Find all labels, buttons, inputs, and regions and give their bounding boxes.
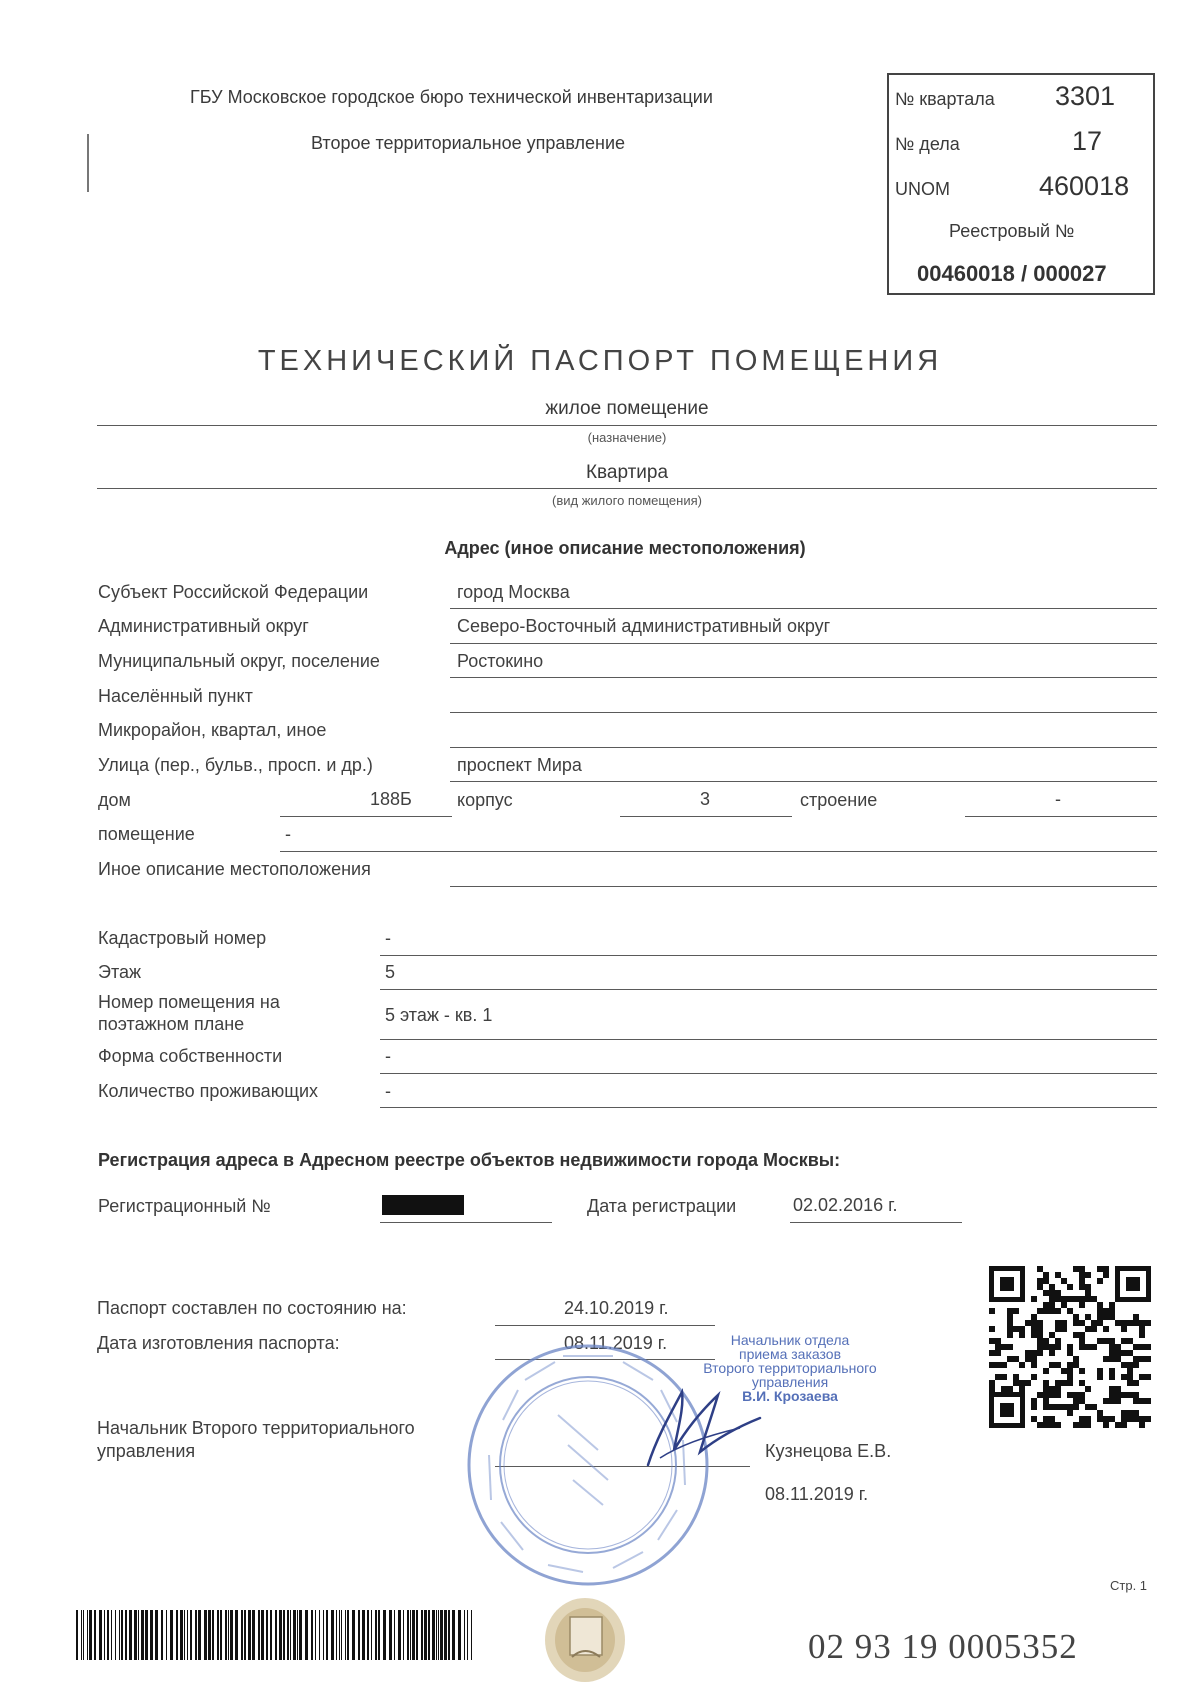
district-label: Административный округ (98, 616, 309, 636)
barcode-bars (76, 1610, 472, 1660)
stamp-note-line5: В.И. Крозаева (742, 1388, 838, 1404)
registration-heading: Регистрация адреса в Адресном реестре объектов недвижимости города Москвы: (98, 1150, 841, 1170)
passport-state-label: Паспорт составлен по состоянию на: (97, 1298, 407, 1318)
other-location-line (450, 886, 1157, 887)
building-label: корпус (457, 790, 513, 810)
passport-state-line (495, 1325, 715, 1326)
chief-date: 08.11.2019 г. (765, 1484, 869, 1504)
kind-line (97, 488, 1157, 489)
document-title: ТЕХНИЧЕСКИЙ ПАСПОРТ ПОМЕЩЕНИЯ (257, 345, 943, 377)
registration-number-line (380, 1222, 552, 1223)
stamp-note-line3: Второго территориального (703, 1360, 877, 1376)
ownership-label: Форма собственности (98, 1046, 283, 1066)
residents-value: - (385, 1081, 391, 1101)
residents-label: Количество проживающих (98, 1081, 319, 1101)
registry-number-value: 00460018 / 000027 (917, 261, 1107, 286)
locality-line (450, 712, 1157, 713)
barcode (76, 1610, 476, 1660)
structure-value: - (1055, 789, 1061, 809)
street-value: проспект Мира (457, 755, 582, 775)
stamp-note-line2: приема заказов (738, 1346, 842, 1362)
locality-label: Населённый пункт (98, 686, 253, 706)
structure-label: строение (800, 790, 878, 810)
address-heading: Адрес (иное описание местоположения) (444, 538, 806, 558)
registry-number-label: Реестровый № (949, 221, 1075, 241)
room-number-value: 5 этаж - кв. 1 (385, 1005, 493, 1025)
stamp-note-line4: управления (751, 1374, 829, 1390)
unom-label: UNOM (895, 179, 950, 199)
premises-label: помещение (98, 824, 195, 844)
cadastral-value: - (385, 928, 391, 948)
premises-line (280, 851, 1157, 852)
ownership-value: - (385, 1046, 391, 1066)
registration-date-line (790, 1222, 962, 1223)
district-line (450, 643, 1157, 644)
chief-label-line2: управления (97, 1441, 196, 1461)
kind-value: Квартира (585, 462, 669, 483)
floor-line (380, 989, 1157, 990)
chief-name: Кузнецова Е.В. (765, 1441, 892, 1461)
microdistrict-line (450, 747, 1157, 748)
kind-caption: (вид жилого помещения) (552, 493, 702, 508)
street-line (450, 781, 1157, 782)
room-number-label-line2: поэтажном плане (98, 1014, 245, 1034)
structure-line (965, 816, 1157, 817)
subject-label: Субъект Российской Федерации (98, 582, 369, 602)
house-line (280, 816, 452, 817)
signature (620, 1370, 780, 1480)
floor-value: 5 (385, 962, 396, 982)
district-value: Северо-Восточный административный округ (457, 616, 831, 636)
municipal-line (450, 677, 1157, 678)
room-number-label-line1: Номер помещения на (98, 992, 280, 1012)
house-label: дом (98, 790, 131, 810)
residents-line (380, 1107, 1157, 1108)
microdistrict-label: Микрорайон, квартал, иное (98, 720, 327, 740)
registry-box (887, 73, 1155, 295)
subject-line (450, 608, 1157, 609)
page-number: Стр. 1 (1110, 1578, 1148, 1593)
municipal-value: Ростокино (457, 651, 544, 671)
cadastral-line (380, 955, 1157, 956)
passport-made-label: Дата изготовления паспорта: (97, 1333, 340, 1353)
street-label: Улица (пер., бульв., просп. и др.) (98, 755, 373, 775)
house-value: 188Б (370, 789, 412, 809)
purpose-line (97, 425, 1157, 426)
purpose-value: жилое помещение (545, 398, 709, 419)
municipal-label: Муниципальный округ, поселение (98, 651, 380, 671)
registration-number-label: Регистрационный № (98, 1196, 271, 1216)
premises-value: - (285, 824, 291, 844)
qr-code (985, 1262, 1155, 1432)
building-line (620, 816, 792, 817)
margin-mark (87, 134, 89, 192)
hologram-sticker (540, 1595, 630, 1685)
redacted-registration-number (382, 1195, 464, 1215)
organization-name: ГБУ Московское городское бюро технической инвентаризации (190, 87, 713, 107)
stamp-note-line1: Начальник отдела (730, 1332, 850, 1348)
block-number-label: № квартала (895, 89, 995, 109)
passport-state-value: 24.10.2019 г. (564, 1298, 669, 1318)
unom-value: 460018 (1039, 171, 1130, 201)
registration-date-label: Дата регистрации (587, 1196, 737, 1216)
floor-label: Этаж (98, 962, 142, 982)
other-location-label: Иное описание местоположения (98, 859, 371, 879)
ownership-line (380, 1073, 1157, 1074)
passport-made-value: 08.11.2019 г. (564, 1333, 668, 1353)
registration-date-value: 02.02.2016 г. (793, 1195, 898, 1215)
subject-value: город Москва (457, 582, 570, 602)
block-number-value: 3301 (1055, 81, 1116, 111)
building-value: 3 (700, 789, 711, 809)
cadastral-label: Кадастровый номер (98, 928, 267, 948)
purpose-caption: (назначение) (587, 430, 667, 445)
room-number-line (380, 1039, 1157, 1040)
chief-label-line1: Начальник Второго территориального (97, 1418, 415, 1438)
department-name: Второе территориальное управление (311, 133, 626, 153)
case-number-label: № дела (895, 134, 960, 154)
case-number-value: 17 (1072, 126, 1103, 156)
serial-number: 02 93 19 0005352 (808, 1627, 1078, 1666)
